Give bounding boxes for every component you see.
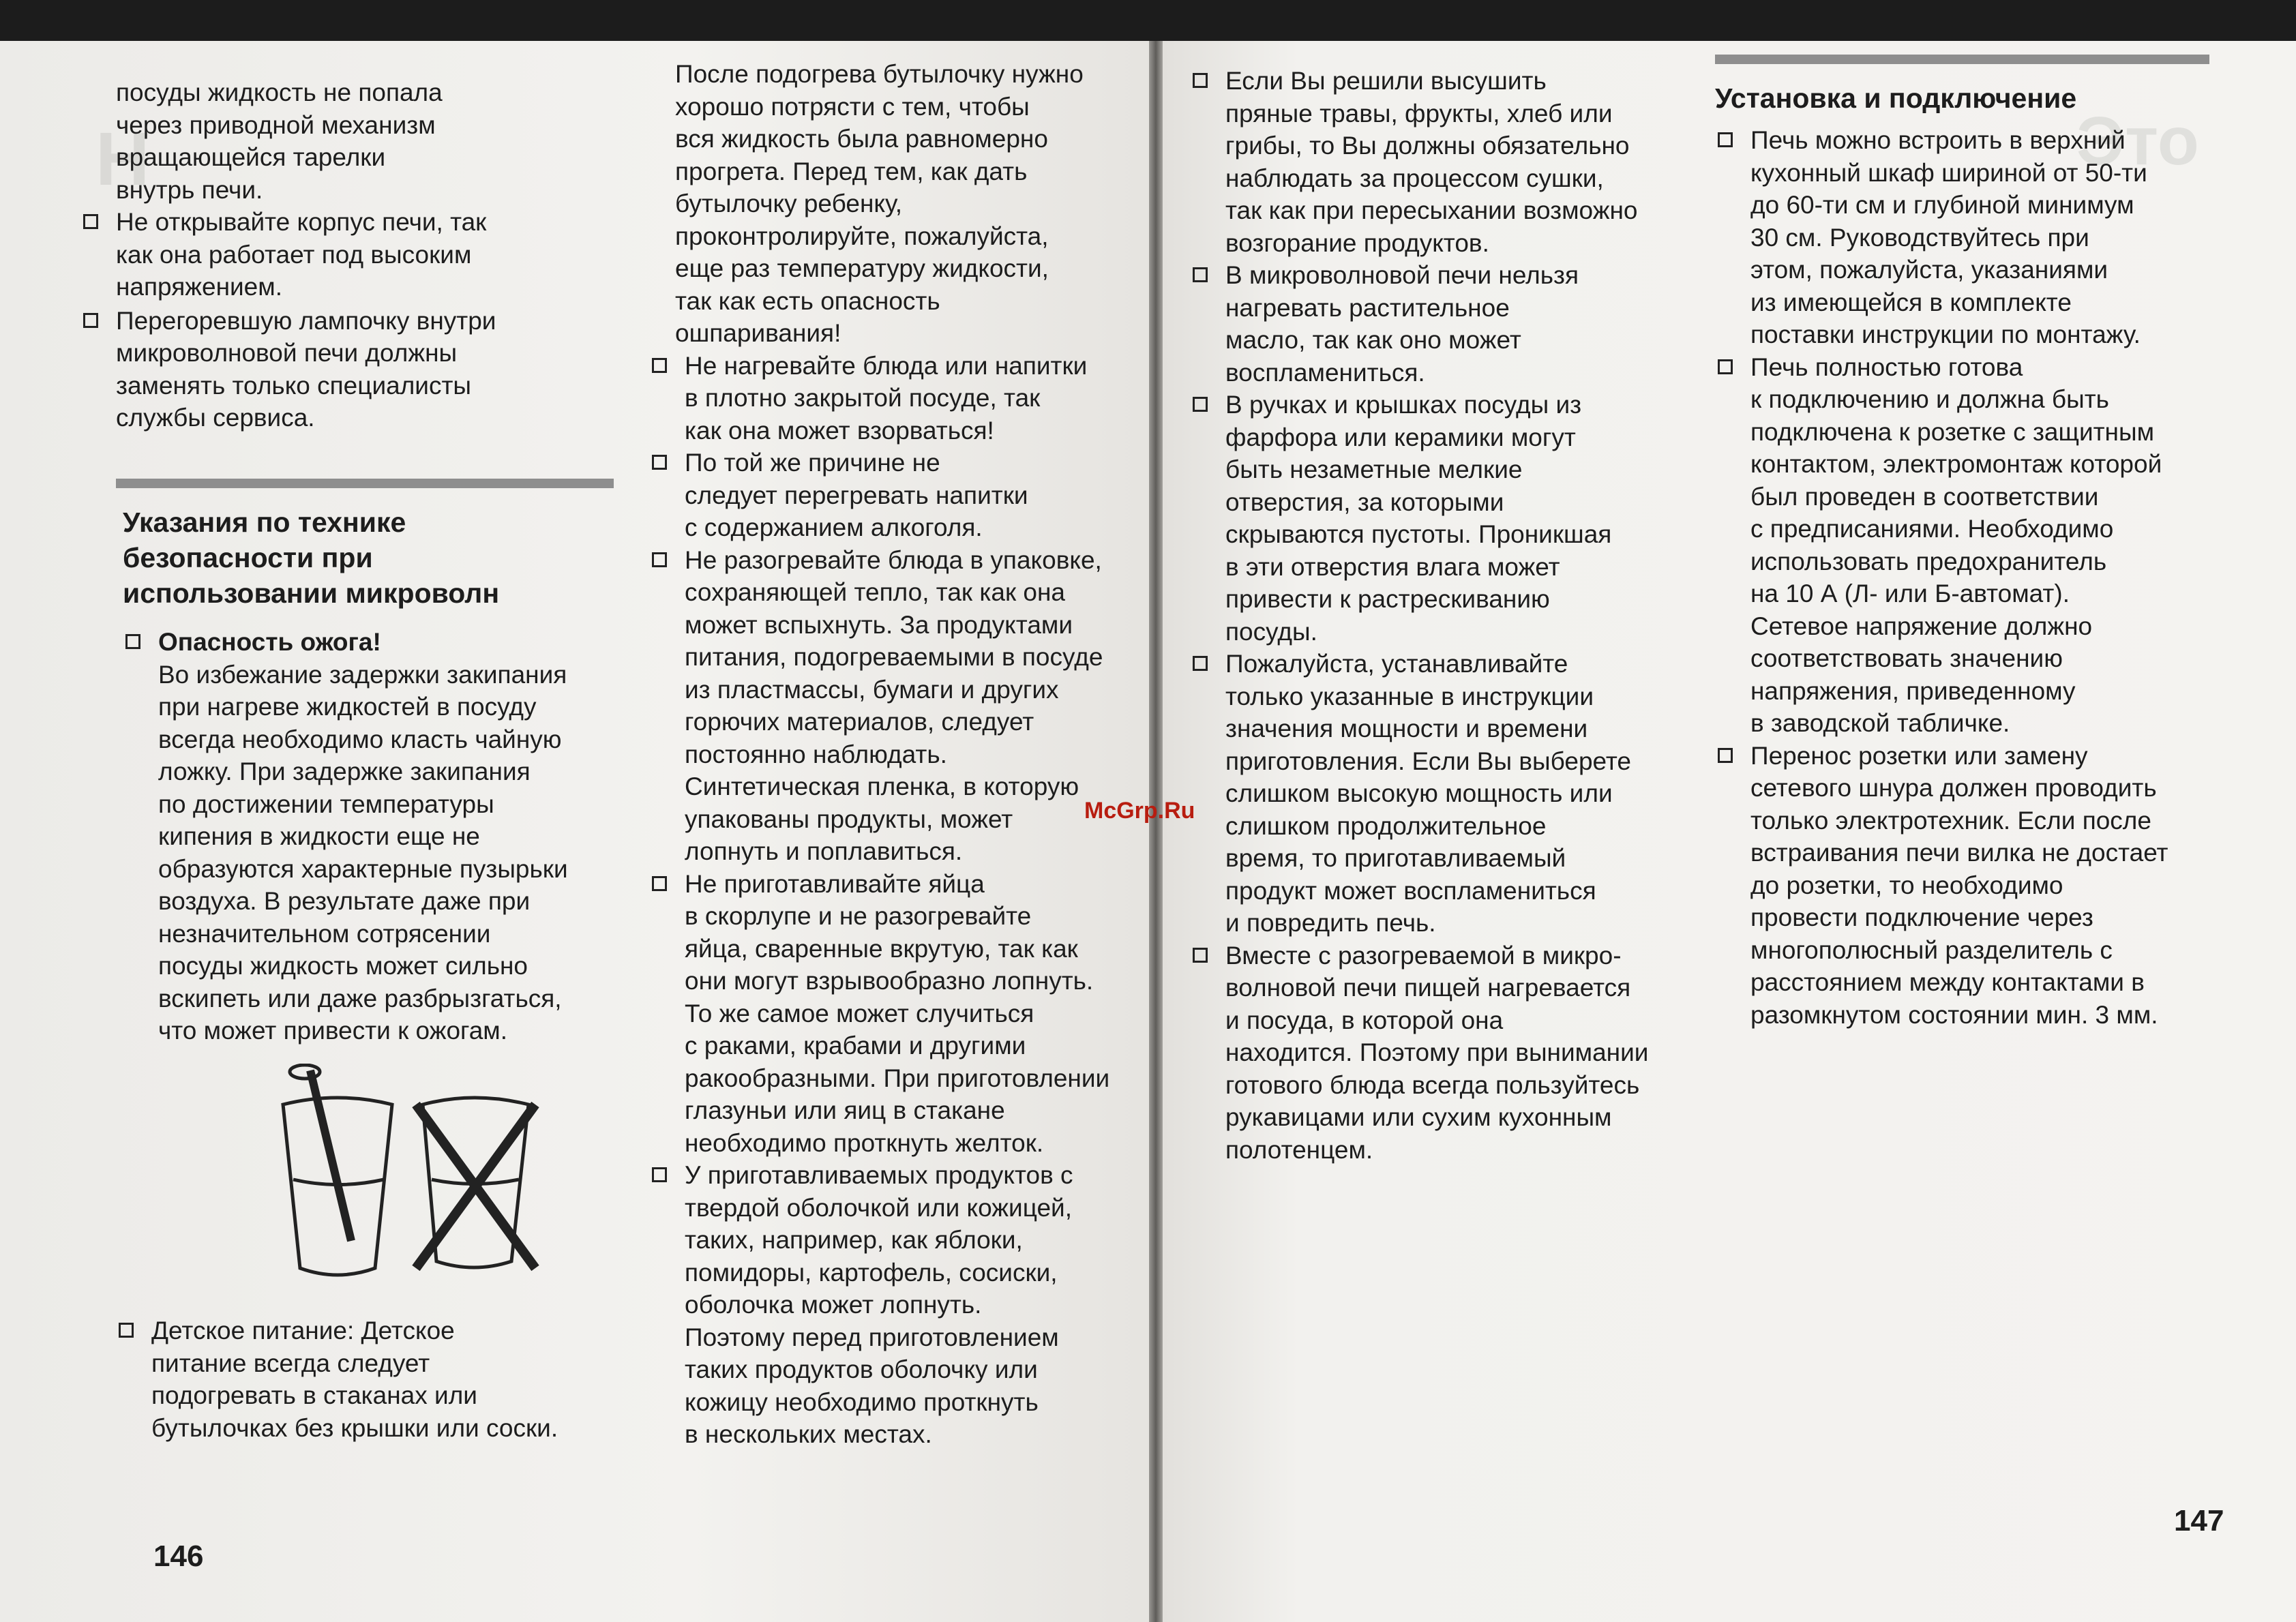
watermark: McGrp.Ru: [1084, 798, 1195, 824]
list-item: Печь можно встроить в верхний кухонный шкаф шириной от 50-ти до 60-ти см и глубиной минимум 30 см. Руководствуйтесь при этом, пожалуйста, указаниями из имеющейся в комплекте поставки инструкции по монтажу.: [1715, 124, 2240, 351]
column-1-section: [123, 505, 641, 1047]
column-1-top: [116, 76, 627, 434]
section-heading: Указания по технике безопасности при использовании микроволн: [123, 507, 500, 609]
section-rule: [116, 479, 614, 488]
section-rule: [1715, 55, 2209, 64]
bleed-through-text: H: [95, 117, 150, 201]
burn-warning-title: Опасность ожога!: [158, 628, 381, 656]
column-4: [1715, 80, 2240, 1031]
list-item: Не разогревайте блюда в упаковке, сохраняющей тепло, так как она может вспыхнуть. За продуктами питания, подогреваемыми в посуде из пластмассы, бумаги и других горючих материалов, следует постоянно наблюдать. Синтетическая пленка, в которую упакованы продукты, может лопнуть и поплавиться.: [649, 544, 1152, 868]
checkbox-bullet-icon: [652, 876, 667, 891]
checkbox-bullet-icon: [652, 1167, 667, 1182]
list-item: У приготавливаемых продуктов с твердой оболочкой или кожицей, таких, например, как яблоки, помидоры, картофель, сосиски, оболочка может лопнуть. Поэтому перед приготовлением таких продуктов оболочку или кожицу необходимо проткнуть в нескольких местах.: [649, 1159, 1152, 1451]
checkbox-bullet-icon: [1718, 132, 1733, 147]
checkbox-bullet-icon: [1718, 748, 1733, 763]
continued-text: После подогрева бутылочку нужно хорошо потрясти с тем, чтобы вся жидкость была равномерно прогрета. Перед тем, как дать бутылочку ребенку, проконтролируйте, пожалуйста, еще раз температуру жидкости, так как есть опасность ошпаривания!: [675, 60, 1084, 347]
crossed-out-glass-icon: [416, 1098, 535, 1268]
bleed-through-text: Это: [2076, 103, 2199, 179]
checkbox-bullet-icon: [1193, 948, 1208, 963]
checkbox-bullet-icon: [652, 358, 667, 373]
list-item: Если Вы решили высушить пряные травы, фрукты, хлеб или грибы, то Вы должны обязательно наблюдать за процессом сушки, так как при пересыхании возможно возгорание продуктов.: [1190, 65, 1715, 259]
list-item: Пожалуйста, устанавливайте только указанные в инструкции значения мощности и времени приготовления. Если Вы выберете слишком высокую мощность или слишком продолжительное время, то приготавливаемый продукт может воспламениться и повредить печь.: [1190, 648, 1715, 940]
checkbox-bullet-icon: [652, 455, 667, 470]
checkbox-bullet-icon: [1193, 397, 1208, 412]
checkbox-bullet-icon: [119, 1323, 134, 1338]
checkbox-bullet-icon: [83, 214, 98, 229]
checkbox-bullet-icon: [652, 552, 667, 567]
checkbox-bullet-icon: [125, 634, 140, 649]
list-item: Печь полностью готова к подключению и должна быть подключена к розетке с защитным контактом, электромонтаж которой был проведен в соответствии с предписаниями. Необходимо использовать предохранитель на 10 А (Л- или Б-автомат). Сетевое напряжение должно соответствовать значению напряжения, приведенному в заводской табличке.: [1715, 351, 2240, 740]
list-item: Вместе с разогреваемой в микро- волновой печи пищей нагревается и посуда, в которой она находится. Поэтому при вынимании готового блюда всегда пользуйтесь рукавицами или сухим кухонным полотенцем.: [1190, 940, 1715, 1167]
continued-text: посуды жидкость не попала через приводной механизм вращающейся тарелки внутрь печи.: [116, 78, 443, 204]
column-3: [1190, 65, 1715, 1166]
list-item: Детское питание: Детское питание всегда следует подогревать в стаканах или бутылочках без крышки или соски.: [116, 1315, 670, 1444]
checkbox-bullet-icon: [83, 313, 98, 328]
checkbox-bullet-icon: [1193, 73, 1208, 88]
list-item: Перегоревшую лампочку внутри микроволновой печи должны заменять только специалисты службы сервиса.: [80, 305, 627, 434]
page-number-left: 146: [153, 1540, 204, 1573]
column-1-bottom: [151, 1315, 670, 1444]
page-number-right: 147: [2174, 1504, 2224, 1537]
checkbox-bullet-icon: [1193, 267, 1208, 282]
list-item: Перенос розетки или замену сетевого шнура должен проводить только электротехник. Если после встраивания печи вилка не достает до розетки, то необходимо провести подключение через многополюсный разделитель с расстоянием между контактами в разомкнутом состоянии мин. 3 мм.: [1715, 740, 2240, 1032]
glass-with-spoon-icon: [283, 1065, 392, 1275]
checkbox-bullet-icon: [1193, 656, 1208, 671]
list-item: По той же причине не следует перегревать напитки с содержанием алкоголя.: [649, 447, 1152, 544]
list-item: Не приготавливайте яйца в скорлупе и не разогревайте яйца, сваренные вкрутую, так как они могут взрывообразно лопнуть. То же самое может случиться с раками, крабами и другими ракообразными. При приготовлении глазуньи или яиц в стакане необходимо проткнуть желток.: [649, 868, 1152, 1160]
column-2: [675, 58, 1152, 1451]
list-item: В микроволновой печи нельзя нагревать растительное масло, так как оно может воспламениться.: [1190, 259, 1715, 389]
glasses-illustration: [269, 1064, 556, 1295]
list-item: Опасность ожога! Во избежание задержки закипания при нагреве жидкостей в посуду всегда необходимо класть чайную ложку. При задержке закипания по достижении температуры кипения в жидкости еще не образуются характерные пузырьки воздуха. В результате даже при незначительном сотрясении посуды жидкость может сильно вскипеть или даже разбрызгаться, что может привести к ожогам.: [123, 626, 641, 1047]
list-item: В ручках и крышках посуды из фарфора или керамики могут быть незаметные мелкие отверстия, за которыми скрываются пустоты. Проникшая в эти отверстия влага может привести к растрескиванию посуды.: [1190, 389, 1715, 648]
section-heading: Установка и подключение: [1715, 82, 2077, 114]
list-item: Не нагревайте блюда или напитки в плотно закрытой посуде, так как она может взорваться!: [649, 350, 1152, 447]
list-item: Не открывайте корпус печи, так как она работает под высоким напряжением.: [80, 206, 627, 303]
checkbox-bullet-icon: [1718, 359, 1733, 374]
